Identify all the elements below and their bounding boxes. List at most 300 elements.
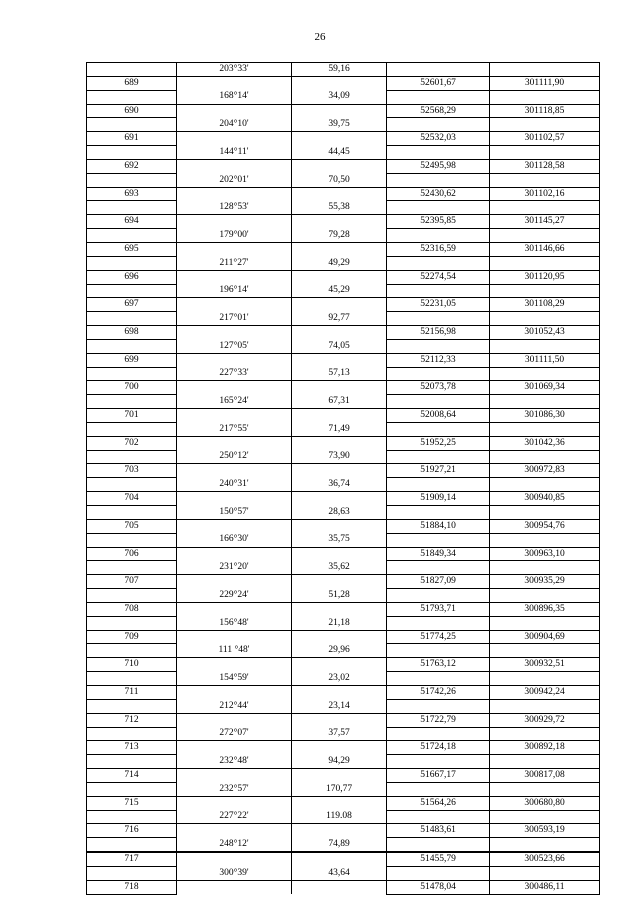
length-cell: 45,29 — [292, 284, 387, 298]
angle-cell: 111 °48' — [177, 644, 292, 658]
y-cell: 301111,50 — [490, 353, 600, 367]
point-row — [87, 326, 600, 340]
segment-row — [87, 699, 600, 713]
angle-cell — [177, 353, 292, 367]
angle-cell: 212°44' — [177, 699, 292, 713]
segment-row — [87, 256, 600, 270]
point-cell: 712 — [87, 713, 177, 727]
x-cell: 52495,98 — [387, 159, 490, 173]
x-cell: 51483,61 — [387, 824, 490, 838]
point-cell — [87, 838, 177, 852]
point-row — [87, 769, 600, 783]
length-cell — [292, 270, 387, 284]
y-cell — [490, 672, 600, 686]
point-cell — [87, 284, 177, 298]
segment-row — [87, 395, 600, 409]
length-cell: 59,16 — [292, 63, 387, 77]
length-cell — [292, 298, 387, 312]
length-cell: 43,64 — [292, 866, 387, 880]
point-cell: 699 — [87, 353, 177, 367]
point-cell — [87, 367, 177, 381]
length-cell: 73,90 — [292, 450, 387, 464]
point-cell — [87, 533, 177, 547]
segment-row — [87, 727, 600, 741]
angle-cell — [177, 547, 292, 561]
y-cell — [490, 589, 600, 603]
angle-cell — [177, 713, 292, 727]
segment-row — [87, 450, 600, 464]
angle-cell — [177, 519, 292, 533]
point-cell: 697 — [87, 298, 177, 312]
x-cell: 52231,05 — [387, 298, 490, 312]
point-cell — [87, 63, 177, 77]
length-cell: 49,29 — [292, 256, 387, 270]
point-cell: 692 — [87, 159, 177, 173]
x-cell — [387, 146, 490, 160]
y-cell — [490, 616, 600, 630]
x-cell: 51927,21 — [387, 464, 490, 478]
x-cell — [387, 644, 490, 658]
y-cell — [490, 146, 600, 160]
length-cell — [292, 409, 387, 423]
point-cell: 701 — [87, 409, 177, 423]
y-cell: 301128,58 — [490, 159, 600, 173]
x-cell: 52073,78 — [387, 381, 490, 395]
x-cell: 51827,09 — [387, 575, 490, 589]
angle-cell — [177, 741, 292, 755]
y-cell: 300904,69 — [490, 630, 600, 644]
segment-row — [87, 533, 600, 547]
x-cell — [387, 533, 490, 547]
angle-cell — [177, 159, 292, 173]
angle-cell: 248°12' — [177, 838, 292, 852]
angle-cell: 156°48' — [177, 616, 292, 630]
point-cell: 714 — [87, 769, 177, 783]
length-cell: 29,96 — [292, 644, 387, 658]
point-cell: 713 — [87, 741, 177, 755]
segment-row — [87, 616, 600, 630]
length-cell — [292, 796, 387, 810]
y-cell: 300935,29 — [490, 575, 600, 589]
x-cell — [387, 229, 490, 243]
angle-cell — [177, 630, 292, 644]
point-cell — [87, 422, 177, 436]
point-row — [87, 713, 600, 727]
length-cell: 36,74 — [292, 478, 387, 492]
point-cell: 717 — [87, 852, 177, 866]
segment-row — [87, 90, 600, 104]
x-cell: 52274,54 — [387, 270, 490, 284]
angle-cell: 166°30' — [177, 533, 292, 547]
angle-cell: 211°27' — [177, 256, 292, 270]
angle-cell: 150°57' — [177, 506, 292, 520]
x-cell — [387, 450, 490, 464]
point-cell — [87, 782, 177, 796]
x-cell: 52430,62 — [387, 187, 490, 201]
length-cell: 119.08 — [292, 810, 387, 824]
x-cell: 52532,03 — [387, 132, 490, 146]
point-row — [87, 104, 600, 118]
length-cell — [292, 132, 387, 146]
length-cell: 74,05 — [292, 339, 387, 353]
y-cell: 301108,29 — [490, 298, 600, 312]
y-cell: 301118,85 — [490, 104, 600, 118]
point-cell: 690 — [87, 104, 177, 118]
segment-row — [87, 312, 600, 326]
length-cell — [292, 658, 387, 672]
segment-row — [87, 589, 600, 603]
coordinates-table — [86, 62, 600, 895]
point-cell: 709 — [87, 630, 177, 644]
y-cell: 300963,10 — [490, 547, 600, 561]
point-row — [87, 353, 600, 367]
angle-cell — [177, 215, 292, 229]
point-cell — [87, 561, 177, 575]
x-cell — [387, 201, 490, 215]
x-cell: 51909,14 — [387, 492, 490, 506]
y-cell: 300972,83 — [490, 464, 600, 478]
point-cell — [87, 312, 177, 326]
length-cell: 34,09 — [292, 90, 387, 104]
point-cell: 704 — [87, 492, 177, 506]
segment-row — [87, 173, 600, 187]
y-cell — [490, 450, 600, 464]
x-cell — [387, 422, 490, 436]
length-cell: 51,28 — [292, 589, 387, 603]
segment-row — [87, 146, 600, 160]
y-cell: 301102,16 — [490, 187, 600, 201]
segment-row — [87, 201, 600, 215]
y-cell: 301042,36 — [490, 436, 600, 450]
point-cell: 694 — [87, 215, 177, 229]
segment-row — [87, 644, 600, 658]
point-cell — [87, 589, 177, 603]
length-cell — [292, 326, 387, 340]
point-cell: 716 — [87, 824, 177, 838]
length-cell: 57,13 — [292, 367, 387, 381]
point-row — [87, 824, 600, 838]
x-cell — [387, 699, 490, 713]
point-cell — [87, 810, 177, 824]
point-row — [87, 270, 600, 284]
point-cell: 702 — [87, 436, 177, 450]
x-cell — [387, 755, 490, 769]
page-number: 26 — [314, 31, 326, 43]
x-cell: 51793,71 — [387, 602, 490, 616]
angle-cell — [177, 796, 292, 810]
length-cell: 74,89 — [292, 838, 387, 852]
angle-cell — [177, 769, 292, 783]
angle-cell — [177, 76, 292, 90]
y-cell: 300932,51 — [490, 658, 600, 672]
point-cell — [87, 339, 177, 353]
angle-cell: 229°24' — [177, 589, 292, 603]
x-cell — [387, 339, 490, 353]
point-cell: 705 — [87, 519, 177, 533]
length-cell: 94,29 — [292, 755, 387, 769]
x-cell: 51564,26 — [387, 796, 490, 810]
x-cell: 52112,33 — [387, 353, 490, 367]
length-cell — [292, 492, 387, 506]
length-cell — [292, 547, 387, 561]
length-cell: 67,31 — [292, 395, 387, 409]
y-cell — [490, 782, 600, 796]
x-cell: 51774,25 — [387, 630, 490, 644]
y-cell: 301086,30 — [490, 409, 600, 423]
angle-cell: 217°01' — [177, 312, 292, 326]
y-cell — [490, 810, 600, 824]
angle-cell: 179°00' — [177, 229, 292, 243]
x-cell — [387, 284, 490, 298]
length-cell — [292, 575, 387, 589]
point-row — [87, 409, 600, 423]
x-cell: 52395,85 — [387, 215, 490, 229]
y-cell — [490, 478, 600, 492]
segment-row — [87, 229, 600, 243]
segment-row — [87, 561, 600, 575]
angle-cell — [177, 132, 292, 146]
point-row — [87, 242, 600, 256]
point-cell — [87, 755, 177, 769]
x-cell — [387, 312, 490, 326]
length-cell — [292, 104, 387, 118]
angle-cell — [177, 658, 292, 672]
segment-row — [87, 782, 600, 796]
point-row — [87, 602, 600, 616]
length-cell — [292, 741, 387, 755]
segment-row — [87, 506, 600, 520]
y-cell — [490, 422, 600, 436]
length-cell — [292, 602, 387, 616]
point-row — [87, 685, 600, 699]
angle-cell: 240°31' — [177, 478, 292, 492]
length-cell: 79,28 — [292, 229, 387, 243]
y-cell — [490, 90, 600, 104]
segment-row — [87, 755, 600, 769]
y-cell: 300954,76 — [490, 519, 600, 533]
point-cell — [87, 90, 177, 104]
y-cell: 300892,18 — [490, 741, 600, 755]
angle-cell — [177, 464, 292, 478]
x-cell — [387, 810, 490, 824]
angle-cell: 232°48' — [177, 755, 292, 769]
y-cell — [490, 866, 600, 880]
y-cell — [490, 312, 600, 326]
angle-cell: 165°24' — [177, 395, 292, 409]
x-cell — [387, 506, 490, 520]
length-cell — [292, 824, 387, 838]
point-cell: 703 — [87, 464, 177, 478]
length-cell — [292, 436, 387, 450]
point-cell — [87, 118, 177, 132]
angle-cell — [177, 409, 292, 423]
y-cell — [490, 229, 600, 243]
point-cell — [87, 450, 177, 464]
y-cell — [490, 699, 600, 713]
x-cell — [387, 561, 490, 575]
length-cell: 35,75 — [292, 533, 387, 547]
x-cell — [387, 589, 490, 603]
y-cell: 300896,35 — [490, 602, 600, 616]
y-cell: 301102,57 — [490, 132, 600, 146]
length-cell — [292, 713, 387, 727]
angle-cell — [177, 381, 292, 395]
y-cell: 300680,80 — [490, 796, 600, 810]
x-cell: 52316,59 — [387, 242, 490, 256]
point-cell: 698 — [87, 326, 177, 340]
point-row — [87, 298, 600, 312]
length-cell: 28,63 — [292, 506, 387, 520]
x-cell: 51952,25 — [387, 436, 490, 450]
segment-row — [87, 422, 600, 436]
point-cell — [87, 395, 177, 409]
point-cell — [87, 644, 177, 658]
x-cell — [387, 63, 490, 77]
angle-cell — [177, 298, 292, 312]
angle-cell — [177, 824, 292, 838]
x-cell: 51455,79 — [387, 852, 490, 866]
point-cell: 691 — [87, 132, 177, 146]
point-cell: 707 — [87, 575, 177, 589]
segment-row — [87, 810, 600, 824]
length-cell — [292, 381, 387, 395]
point-cell: 715 — [87, 796, 177, 810]
angle-cell — [177, 187, 292, 201]
point-cell — [87, 146, 177, 160]
angle-cell: 196°14' — [177, 284, 292, 298]
x-cell — [387, 367, 490, 381]
x-cell: 51478,04 — [387, 880, 490, 894]
y-cell: 301052,43 — [490, 326, 600, 340]
angle-cell: 227°33' — [177, 367, 292, 381]
y-cell — [490, 256, 600, 270]
segment-row — [87, 866, 600, 880]
x-cell — [387, 672, 490, 686]
length-cell: 39,75 — [292, 118, 387, 132]
angle-cell: 168°14' — [177, 90, 292, 104]
y-cell — [490, 395, 600, 409]
point-cell: 711 — [87, 685, 177, 699]
y-cell — [490, 367, 600, 381]
point-row — [87, 658, 600, 672]
length-cell: 23,02 — [292, 672, 387, 686]
point-cell — [87, 256, 177, 270]
length-cell — [292, 519, 387, 533]
length-cell: 23,14 — [292, 699, 387, 713]
point-row — [87, 492, 600, 506]
length-cell: 55,38 — [292, 201, 387, 215]
point-row — [87, 76, 600, 90]
point-row — [87, 159, 600, 173]
point-cell — [87, 478, 177, 492]
angle-cell — [177, 575, 292, 589]
point-cell — [87, 727, 177, 741]
y-cell — [490, 727, 600, 741]
segment-row — [87, 838, 600, 852]
point-row — [87, 187, 600, 201]
angle-cell: 232°57' — [177, 782, 292, 796]
x-cell: 51667,17 — [387, 769, 490, 783]
point-cell — [87, 229, 177, 243]
angle-cell: 217°55' — [177, 422, 292, 436]
point-cell — [87, 866, 177, 880]
point-cell: 708 — [87, 602, 177, 616]
y-cell — [490, 533, 600, 547]
angle-cell — [177, 602, 292, 616]
x-cell: 51763,12 — [387, 658, 490, 672]
x-cell — [387, 866, 490, 880]
angle-cell: 144°11' — [177, 146, 292, 160]
y-cell: 300593,19 — [490, 824, 600, 838]
angle-cell — [177, 270, 292, 284]
length-cell: 92,77 — [292, 312, 387, 326]
length-cell: 70,50 — [292, 173, 387, 187]
segment-row — [87, 118, 600, 132]
x-cell: 51722,79 — [387, 713, 490, 727]
angle-cell — [177, 492, 292, 506]
y-cell — [490, 201, 600, 215]
point-row — [87, 132, 600, 146]
y-cell — [490, 173, 600, 187]
point-row — [87, 215, 600, 229]
length-cell — [292, 880, 387, 894]
x-cell: 52601,67 — [387, 76, 490, 90]
y-cell — [490, 755, 600, 769]
y-cell — [490, 561, 600, 575]
length-cell: 37,57 — [292, 727, 387, 741]
point-row — [87, 575, 600, 589]
length-cell: 35,62 — [292, 561, 387, 575]
length-cell — [292, 187, 387, 201]
angle-cell: 272°07' — [177, 727, 292, 741]
angle-cell: 127°05' — [177, 339, 292, 353]
length-cell — [292, 464, 387, 478]
angle-cell: 203°33' — [177, 63, 292, 77]
x-cell: 52156,98 — [387, 326, 490, 340]
point-cell: 689 — [87, 76, 177, 90]
point-row — [87, 436, 600, 450]
x-cell — [387, 478, 490, 492]
y-cell — [490, 63, 600, 77]
length-cell — [292, 215, 387, 229]
segment-row — [87, 478, 600, 492]
segment-row — [87, 63, 600, 77]
point-row — [87, 630, 600, 644]
length-cell: 44,45 — [292, 146, 387, 160]
y-cell — [490, 118, 600, 132]
point-cell — [87, 699, 177, 713]
segment-row — [87, 284, 600, 298]
angle-cell: 227°22' — [177, 810, 292, 824]
y-cell — [490, 339, 600, 353]
y-cell: 300929,72 — [490, 713, 600, 727]
segment-row — [87, 367, 600, 381]
angle-cell: 231°20' — [177, 561, 292, 575]
length-cell — [292, 159, 387, 173]
y-cell: 300523,66 — [490, 852, 600, 866]
table-body — [87, 63, 600, 895]
angle-cell: 202°01' — [177, 173, 292, 187]
point-row — [87, 519, 600, 533]
angle-cell — [177, 852, 292, 866]
angle-cell — [177, 326, 292, 340]
angle-cell — [177, 685, 292, 699]
point-cell — [87, 506, 177, 520]
y-cell: 300817,08 — [490, 769, 600, 783]
point-row — [87, 880, 600, 894]
segment-row — [87, 339, 600, 353]
length-cell — [292, 630, 387, 644]
